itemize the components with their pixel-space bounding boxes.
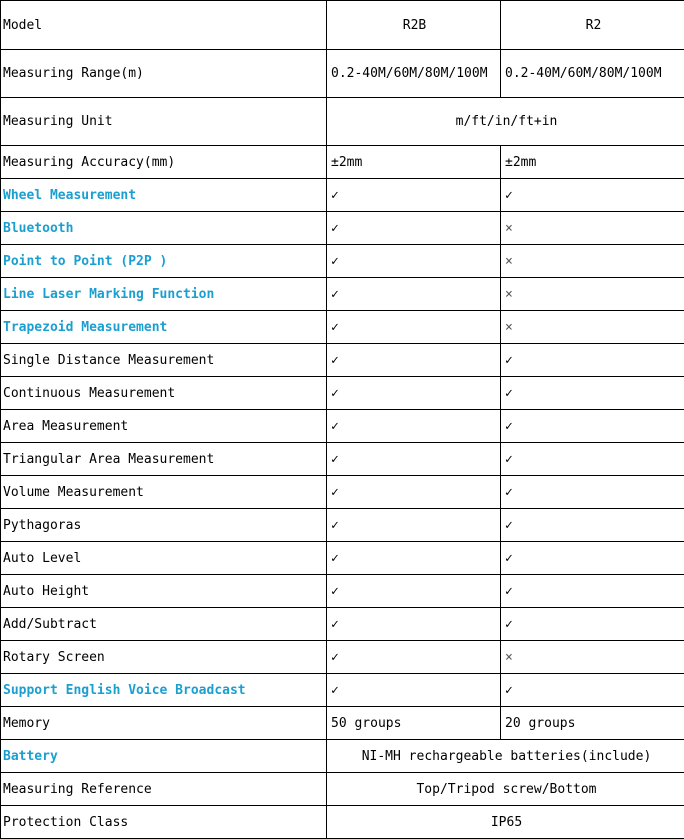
- check-icon: ✓: [331, 220, 339, 236]
- model-label: Model: [1, 1, 327, 50]
- spec-value-r2b: [327, 146, 501, 179]
- spec-label: Pythagoras: [1, 509, 327, 542]
- spec-value-r2: [501, 410, 684, 443]
- spec-value-r2b: [327, 377, 501, 410]
- check-icon: ✓: [331, 385, 339, 401]
- spec-row: [1, 50, 684, 98]
- spec-value-r2: [501, 476, 684, 509]
- spec-value-merged: IP65: [327, 806, 684, 839]
- spec-table-body: [1, 1, 684, 839]
- check-icon: ✓: [331, 583, 339, 599]
- spec-value-r2b: [327, 179, 501, 212]
- spec-row: [1, 410, 684, 443]
- spec-value-text: 0.2-40M/60M/80M/100M: [505, 66, 662, 81]
- spec-row: [1, 377, 684, 410]
- spec-value-r2b: [327, 608, 501, 641]
- spec-value-text: ±2mm: [505, 154, 537, 170]
- check-icon: ✓: [505, 583, 513, 599]
- check-icon: ✓: [331, 253, 339, 269]
- spec-row: [1, 146, 684, 179]
- spec-label: Point to Point (P2P ): [1, 245, 327, 278]
- spec-label: Single Distance Measurement: [1, 344, 327, 377]
- check-icon: ✓: [505, 550, 513, 566]
- spec-value-r2b: [327, 443, 501, 476]
- spec-row: [1, 509, 684, 542]
- spec-value-text: 20 groups: [505, 715, 576, 731]
- check-icon: ✓: [331, 319, 339, 335]
- spec-value-r2: [501, 278, 684, 311]
- spec-label: Protection Class: [1, 806, 327, 839]
- spec-label: Measuring Accuracy(mm): [1, 146, 327, 179]
- check-icon: ✓: [331, 418, 339, 434]
- check-icon: ✓: [505, 385, 513, 401]
- spec-value-r2: [501, 674, 684, 707]
- spec-value-r2b: [327, 278, 501, 311]
- spec-value-r2: [501, 377, 684, 410]
- spec-label: Continuous Measurement: [1, 377, 327, 410]
- spec-label: Bluetooth: [1, 212, 327, 245]
- spec-value-r2b: [327, 707, 501, 740]
- check-icon: ✓: [505, 517, 513, 533]
- spec-label: Measuring Range(m): [1, 50, 327, 98]
- spec-value-r2b: [327, 476, 501, 509]
- spec-value-r2b: [327, 212, 501, 245]
- spec-label: Add/Subtract: [1, 608, 327, 641]
- spec-value-merged: m/ft/in/ft+in: [327, 98, 684, 146]
- spec-label: Battery: [1, 740, 327, 773]
- spec-value-r2: [501, 311, 684, 344]
- spec-value-r2b: [327, 674, 501, 707]
- check-icon: ✓: [505, 616, 513, 632]
- spec-row: [1, 212, 684, 245]
- spec-value-r2: [501, 50, 684, 98]
- spec-value-r2b: [327, 641, 501, 674]
- cross-icon: ×: [505, 253, 513, 269]
- check-icon: ✓: [505, 682, 513, 698]
- spec-label: Trapezoid Measurement: [1, 311, 327, 344]
- spec-value-r2: [501, 641, 684, 674]
- spec-value-r2: [501, 344, 684, 377]
- spec-row: [1, 278, 684, 311]
- spec-row: [1, 245, 684, 278]
- cross-icon: ×: [505, 319, 513, 335]
- check-icon: ✓: [331, 484, 339, 500]
- spec-value-r2: [501, 608, 684, 641]
- model-r2: R2: [501, 1, 684, 50]
- check-icon: ✓: [331, 550, 339, 566]
- spec-value-r2b: [327, 344, 501, 377]
- spec-value-r2: [501, 509, 684, 542]
- spec-value-r2b: [327, 575, 501, 608]
- spec-label: Rotary Screen: [1, 641, 327, 674]
- spec-value-merged: NI-MH rechargeable batteries(include): [327, 740, 684, 773]
- spec-row: [1, 575, 684, 608]
- model-r2b: R2B: [327, 1, 501, 50]
- spec-label: Volume Measurement: [1, 476, 327, 509]
- spec-value-r2: [501, 575, 684, 608]
- spec-label: Auto Level: [1, 542, 327, 575]
- spec-value-text: 0.2-40M/60M/80M/100M: [331, 66, 488, 81]
- spec-label: Memory: [1, 707, 327, 740]
- check-icon: ✓: [331, 352, 339, 368]
- check-icon: ✓: [331, 286, 339, 302]
- spec-label: Auto Height: [1, 575, 327, 608]
- spec-row: [1, 98, 684, 146]
- check-icon: ✓: [331, 517, 339, 533]
- header-row: [1, 1, 684, 50]
- spec-value-r2b: [327, 50, 501, 98]
- spec-row: [1, 344, 684, 377]
- spec-label: Measuring Reference: [1, 773, 327, 806]
- check-icon: ✓: [505, 484, 513, 500]
- spec-row: [1, 608, 684, 641]
- spec-value-merged: Top/Tripod screw/Bottom: [327, 773, 684, 806]
- check-icon: ✓: [505, 187, 513, 203]
- spec-value-r2: [501, 146, 684, 179]
- spec-label: Wheel Measurement: [1, 179, 327, 212]
- spec-row: [1, 773, 684, 806]
- cross-icon: ×: [505, 220, 513, 236]
- spec-label: Measuring Unit: [1, 98, 327, 146]
- spec-value-r2b: [327, 509, 501, 542]
- spec-label: Triangular Area Measurement: [1, 443, 327, 476]
- spec-value-r2b: [327, 245, 501, 278]
- spec-label: Support English Voice Broadcast: [1, 674, 327, 707]
- check-icon: ✓: [331, 187, 339, 203]
- spec-row: [1, 740, 684, 773]
- cross-icon: ×: [505, 286, 513, 302]
- spec-value-r2: [501, 542, 684, 575]
- check-icon: ✓: [505, 418, 513, 434]
- check-icon: ✓: [331, 682, 339, 698]
- spec-row: [1, 542, 684, 575]
- spec-row: [1, 674, 684, 707]
- spec-value-r2: [501, 212, 684, 245]
- spec-value-r2b: [327, 410, 501, 443]
- spec-row: [1, 179, 684, 212]
- spec-value-r2: [501, 179, 684, 212]
- spec-row: [1, 707, 684, 740]
- spec-value-r2b: [327, 311, 501, 344]
- spec-row: [1, 443, 684, 476]
- spec-value-text: ±2mm: [331, 154, 363, 170]
- check-icon: ✓: [331, 616, 339, 632]
- spec-value-r2: [501, 707, 684, 740]
- spec-row: [1, 476, 684, 509]
- cross-icon: ×: [505, 649, 513, 665]
- spec-value-r2b: [327, 542, 501, 575]
- spec-value-r2: [501, 245, 684, 278]
- check-icon: ✓: [505, 451, 513, 467]
- spec-value-text: 50 groups: [331, 715, 402, 731]
- check-icon: ✓: [505, 352, 513, 368]
- spec-label: Area Measurement: [1, 410, 327, 443]
- spec-value-r2: [501, 443, 684, 476]
- check-icon: ✓: [331, 451, 339, 467]
- spec-row: [1, 311, 684, 344]
- spec-label: Line Laser Marking Function: [1, 278, 327, 311]
- spec-row: [1, 641, 684, 674]
- check-icon: ✓: [331, 649, 339, 665]
- spec-row: [1, 806, 684, 839]
